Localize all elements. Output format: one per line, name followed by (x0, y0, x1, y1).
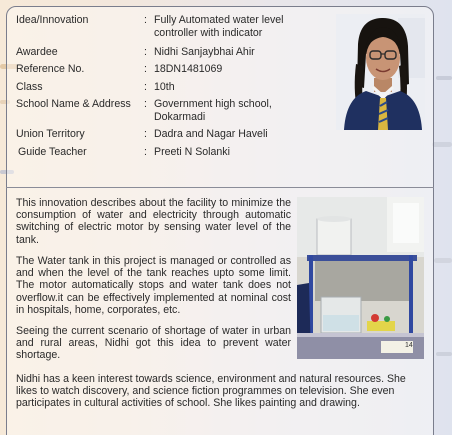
info-label: Union Territory (16, 128, 85, 140)
description-paragraph: Seeing the current scenario of shortage of water in urban and rural areas, Nidhi got this idea to prevent water shortage. (16, 325, 291, 362)
background-streak (436, 352, 452, 356)
info-colon: : (144, 14, 147, 26)
description-paragraph: Nidhi has a keen interest towards science, environment and natural resources. She likes to watch discovery, and science fiction programmes on television. She even participates in cultural activities of school. She likes painting and drawing. (16, 373, 406, 410)
info-colon: : (144, 63, 147, 75)
info-row-union-territory (16, 128, 314, 141)
info-colon: : (144, 81, 147, 93)
background-streak (434, 258, 452, 263)
info-row-guide-teacher (18, 146, 314, 159)
info-colon: : (144, 98, 147, 110)
exhibit-label-number: 14 (405, 342, 413, 349)
info-value: Nidhi Sanjaybhai Ahir (154, 46, 255, 58)
description-paragraph: This innovation describes about the facility to minimize the consumption of water and electricity through automatic switching of electric motor by sensing water level of the tank. (16, 197, 291, 246)
info-row-awardee (16, 46, 314, 59)
project-exhibit-drawing (297, 197, 424, 359)
info-value: 18DN1481069 (154, 63, 223, 75)
project-exhibit-photo (297, 197, 424, 359)
info-value: Dadra and Nagar Haveli (154, 128, 268, 140)
info-label: Reference No. (16, 63, 85, 75)
description-paragraph: The Water tank in this project is managed or controlled as and when the level of the tank reaches upto some limit. The motor automatically stops and water tank does not overflow.it can be effectively implemented at nominal cost in hospitals, home, corporates, etc. (16, 255, 291, 316)
info-row-idea (16, 14, 304, 40)
info-label: Class (16, 81, 43, 93)
info-row-class (16, 81, 314, 94)
background-streak (432, 142, 452, 147)
info-value: 10th (154, 81, 175, 93)
section-divider (6, 187, 434, 188)
info-colon: : (144, 128, 147, 140)
info-colon: : (144, 46, 147, 58)
info-label: Guide Teacher (18, 146, 87, 158)
info-row-reference (16, 63, 314, 76)
info-row-school (16, 98, 294, 124)
awardee-photo-drawing (336, 14, 425, 130)
info-value: Government high school, Dokarmadi (154, 98, 272, 123)
background-streak (436, 76, 452, 80)
info-label: School Name & Address (16, 98, 131, 110)
info-value: Preeti N Solanki (154, 146, 230, 158)
awardee-photo (336, 14, 425, 130)
info-value: Fully Automated water level controller with indicator (154, 14, 284, 39)
info-label: Awardee (16, 46, 58, 58)
info-colon: : (144, 146, 147, 158)
info-label: Idea/Innovation (16, 14, 89, 26)
